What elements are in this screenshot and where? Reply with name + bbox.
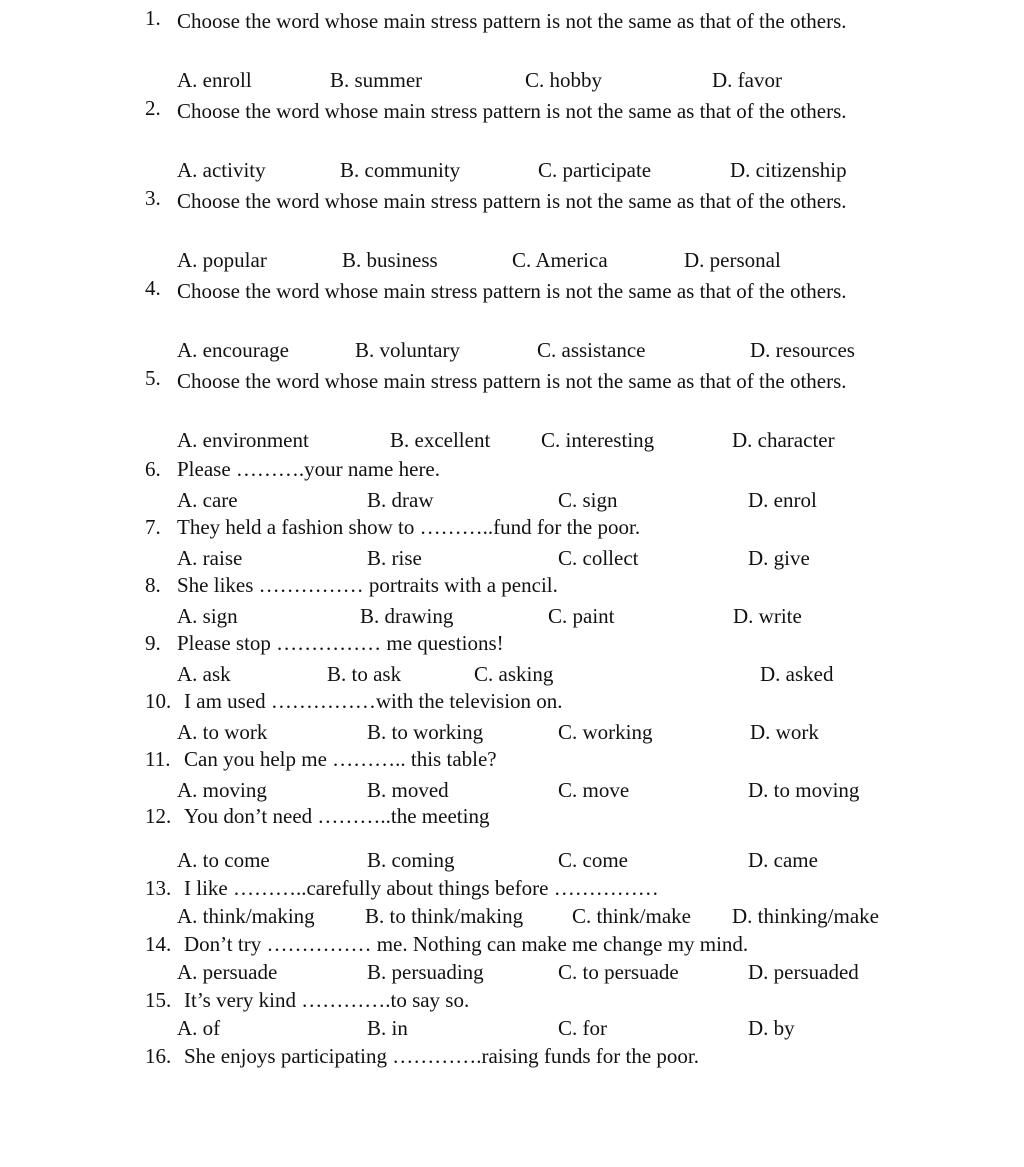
question-number: 1.	[145, 6, 161, 30]
option-b[interactable]: B. persuading	[367, 960, 484, 984]
option-a[interactable]: A. of	[177, 1016, 221, 1040]
option-b[interactable]: B. excellent	[390, 428, 491, 452]
option-b[interactable]: B. business	[342, 248, 438, 272]
question-number: 10.	[145, 689, 172, 713]
question-stem: I like ………..carefully about things before ……………	[184, 876, 659, 900]
option-a[interactable]: A. to work	[177, 720, 268, 744]
option-c[interactable]: C. collect	[558, 546, 639, 570]
option-d[interactable]: D. enrol	[748, 488, 817, 512]
question-stem: It’s very kind ………….to say so.	[184, 988, 470, 1012]
option-d[interactable]: D. favor	[712, 68, 782, 92]
option-c[interactable]: C. come	[558, 848, 628, 872]
option-b[interactable]: B. voluntary	[355, 338, 460, 362]
option-c[interactable]: C. to persuade	[558, 960, 679, 984]
option-c[interactable]: C. paint	[548, 604, 615, 628]
option-c[interactable]: C. interesting	[541, 428, 655, 452]
question-stem: Please ……….your name here.	[177, 457, 441, 481]
option-d[interactable]: D. personal	[684, 248, 781, 272]
option-b[interactable]: B. summer	[330, 68, 423, 92]
option-a[interactable]: A. think/making	[177, 904, 315, 928]
question-number: 7.	[145, 515, 161, 539]
question-stem: She likes …………… portraits with a pencil.	[177, 573, 558, 597]
option-a[interactable]: A. ask	[177, 662, 231, 686]
option-c[interactable]: C. for	[558, 1016, 607, 1040]
question-number: 14.	[145, 932, 172, 956]
option-c[interactable]: C. sign	[558, 488, 618, 512]
option-c[interactable]: C. working	[558, 720, 653, 744]
option-b[interactable]: B. to ask	[327, 662, 402, 686]
option-a[interactable]: A. persuade	[177, 960, 278, 984]
question-number: 15.	[145, 988, 172, 1012]
question-number: 16.	[145, 1044, 172, 1068]
question-number: 8.	[145, 573, 161, 597]
option-a[interactable]: A. enroll	[177, 68, 252, 92]
question-stem: You don’t need ………..the meeting	[184, 804, 490, 828]
option-d[interactable]: D. to moving	[748, 778, 860, 802]
question-number: 4.	[145, 276, 161, 300]
question-number: 6.	[145, 457, 161, 481]
option-b[interactable]: B. drawing	[360, 604, 454, 628]
question-number: 12.	[145, 804, 172, 828]
option-b[interactable]: B. to think/making	[365, 904, 524, 928]
option-a[interactable]: A. environment	[177, 428, 309, 452]
option-d[interactable]: D. persuaded	[748, 960, 859, 984]
option-c[interactable]: C. assistance	[537, 338, 646, 362]
option-a[interactable]: A. care	[177, 488, 238, 512]
option-c[interactable]: C. participate	[538, 158, 652, 182]
option-b[interactable]: B. to working	[367, 720, 484, 744]
option-d[interactable]: D. by	[748, 1016, 795, 1040]
question-number: 11.	[145, 747, 171, 771]
option-d[interactable]: D. thinking/make	[732, 904, 879, 928]
option-d[interactable]: D. asked	[760, 662, 834, 686]
option-d[interactable]: D. give	[748, 546, 810, 570]
question-stem: Choose the word whose main stress pattern is not the same as that of the others.	[177, 99, 847, 123]
option-a[interactable]: A. encourage	[177, 338, 289, 362]
option-a[interactable]: A. raise	[177, 546, 243, 570]
option-a[interactable]: A. moving	[177, 778, 267, 802]
option-c[interactable]: C. asking	[474, 662, 554, 686]
option-b[interactable]: B. draw	[367, 488, 434, 512]
option-d[interactable]: D. citizenship	[730, 158, 847, 182]
question-stem: I am used ……………with the television on.	[184, 689, 563, 713]
option-d[interactable]: D. resources	[750, 338, 855, 362]
option-b[interactable]: B. in	[367, 1016, 408, 1040]
option-c[interactable]: C. hobby	[525, 68, 603, 92]
question-number: 13.	[145, 876, 172, 900]
question-stem: Choose the word whose main stress pattern is not the same as that of the others.	[177, 9, 847, 33]
option-c[interactable]: C. America	[512, 248, 608, 272]
option-d[interactable]: D. came	[748, 848, 818, 872]
option-a[interactable]: A. sign	[177, 604, 238, 628]
option-b[interactable]: B. rise	[367, 546, 422, 570]
question-stem: They held a fashion show to ………..fund for the poor.	[177, 515, 641, 539]
question-number: 9.	[145, 631, 161, 655]
option-d[interactable]: D. work	[750, 720, 819, 744]
option-c[interactable]: C. think/make	[572, 904, 691, 928]
question-stem: Can you help me ……….. this table?	[184, 747, 497, 771]
option-b[interactable]: B. moved	[367, 778, 449, 802]
question-number: 5.	[145, 366, 161, 390]
question-stem: Choose the word whose main stress pattern is not the same as that of the others.	[177, 279, 847, 303]
option-a[interactable]: A. activity	[177, 158, 266, 182]
question-number: 3.	[145, 186, 161, 210]
option-a[interactable]: A. popular	[177, 248, 267, 272]
option-d[interactable]: D. character	[732, 428, 835, 452]
question-stem: She enjoys participating ………….raising funds for the poor.	[184, 1044, 700, 1068]
option-a[interactable]: A. to come	[177, 848, 270, 872]
question-stem: Choose the word whose main stress pattern is not the same as that of the others.	[177, 189, 847, 213]
option-c[interactable]: C. move	[558, 778, 630, 802]
option-d[interactable]: D. write	[733, 604, 802, 628]
question-stem: Please stop …………… me questions!	[177, 631, 504, 655]
question-stem: Choose the word whose main stress pattern is not the same as that of the others.	[177, 369, 847, 393]
option-b[interactable]: B. coming	[367, 848, 455, 872]
option-b[interactable]: B. community	[340, 158, 461, 182]
question-number: 2.	[145, 96, 161, 120]
question-stem: Don’t try …………… me. Nothing can make me change my mind.	[184, 932, 749, 956]
